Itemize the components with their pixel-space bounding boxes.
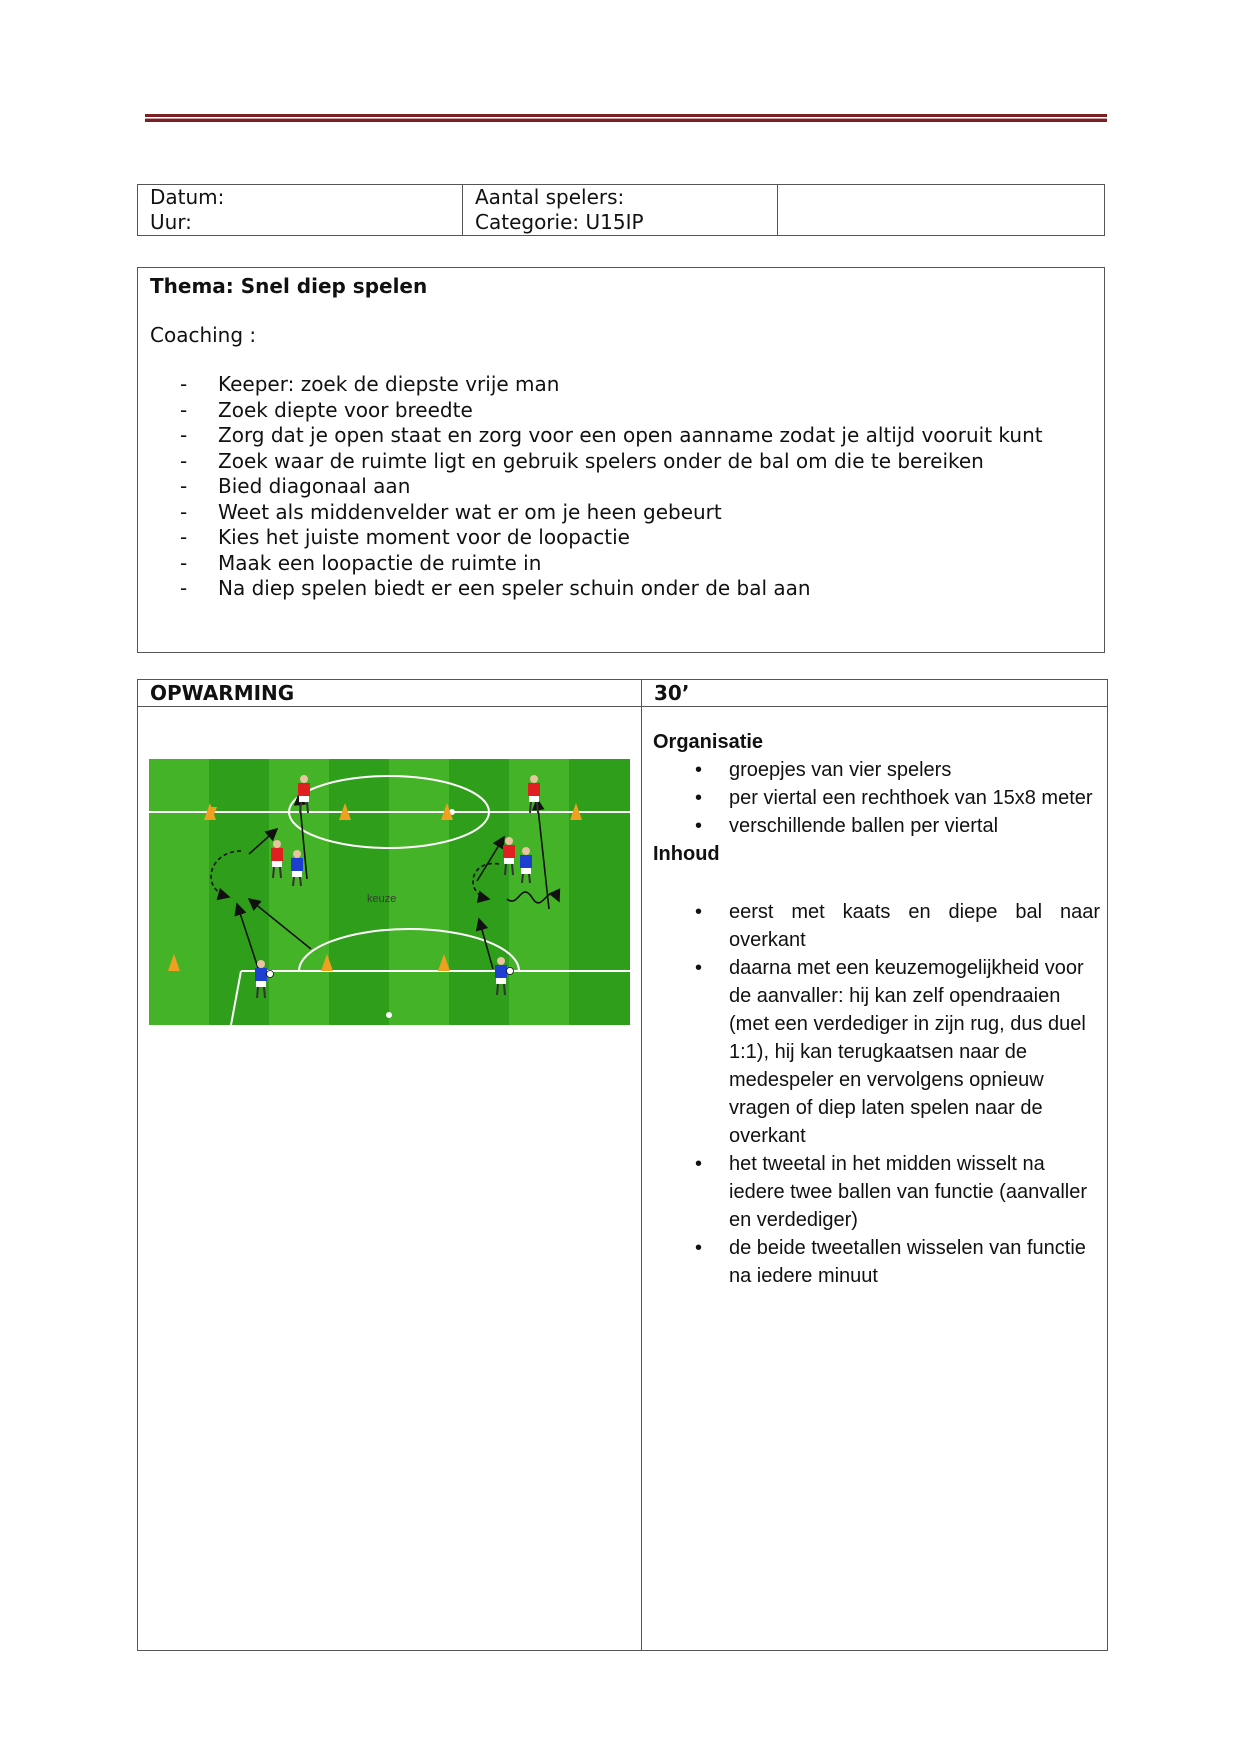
- coaching-list: [150, 372, 1092, 602]
- header-rule: [145, 114, 1107, 122]
- empty-cell: [778, 185, 1105, 236]
- coaching-item: - Weet als middenvelder wat er om je heen gebeurt: [150, 500, 1092, 526]
- spacer: [653, 868, 1100, 898]
- datum-uur-cell: [138, 185, 463, 236]
- uur-label: Uur:: [150, 210, 192, 234]
- thema-box: [137, 267, 1105, 653]
- inhoud-item: • de beide tweetallen wisselen van functie na iedere minuut: [653, 1234, 1100, 1290]
- inhoud-item: • daarna met een keuzemogelijkheid voor de aanvaller: hij kan zelf opendraaien (met een verdediger in zijn rug, dus duel 1:1), hij kan terugkaatsen naar de medespeler en vervolgens opnieuw vragen of diep laten spelen naar de overkant: [653, 954, 1100, 1150]
- organisatie-item: • groepjes van vier spelers: [653, 756, 1100, 784]
- datum-label: Datum:: [150, 185, 225, 209]
- coaching-item: - Zoek waar de ruimte ligt en gebruik spelers onder de bal om die te bereiken: [150, 449, 1092, 475]
- inhoud-list: [653, 898, 1100, 1290]
- inhoud-item: • eerst met kaats en diepe bal naar overkant: [653, 898, 1100, 954]
- coaching-item: - Zoek diepte voor breedte: [150, 398, 1092, 424]
- categorie-label: Categorie: U15IP: [475, 210, 644, 234]
- exercise-description: [653, 728, 1100, 1290]
- opwarming-title: OPWARMING: [150, 681, 295, 705]
- organisatie-title: Organisatie: [653, 731, 764, 753]
- grass-stripes: [149, 759, 630, 1025]
- exercise-diagram: [149, 759, 630, 1025]
- keuze-label: keuze: [367, 893, 397, 905]
- inhoud-item: • het tweetal in het midden wisselt na iedere twee ballen van functie (aanvaller en verdediger): [653, 1150, 1100, 1234]
- coaching-item: - Bied diagonaal aan: [150, 474, 1092, 500]
- coaching-item: - Kies het juiste moment voor de loopactie: [150, 525, 1092, 551]
- column-divider: [641, 680, 642, 1650]
- opwarming-duration: 30’: [654, 681, 690, 705]
- organisatie-list: [653, 756, 1100, 840]
- coaching-item: - Zorg dat je open staat en zorg voor een open aanname zodat je altijd vooruit kunt: [150, 423, 1092, 449]
- thema-title: Thema: Snel diep spelen: [150, 274, 428, 298]
- aantal-spelers-label: Aantal spelers:: [475, 185, 625, 209]
- inhoud-title: Inhoud: [653, 843, 720, 865]
- coaching-label: Coaching :: [150, 323, 257, 347]
- organisatie-item: • per viertal een rechthoek van 15x8 meter: [653, 784, 1100, 812]
- coaching-item: - Keeper: zoek de diepste vrije man: [150, 372, 1092, 398]
- spelers-categorie-cell: [463, 185, 778, 236]
- organisatie-item: • verschillende ballen per viertal: [653, 812, 1100, 840]
- session-info-table: [137, 184, 1105, 236]
- opwarming-table: [137, 679, 1108, 1651]
- coaching-item: - Maak een loopactie de ruimte in: [150, 551, 1092, 577]
- coaching-item: - Na diep spelen biedt er een speler schuin onder de bal aan: [150, 576, 1092, 602]
